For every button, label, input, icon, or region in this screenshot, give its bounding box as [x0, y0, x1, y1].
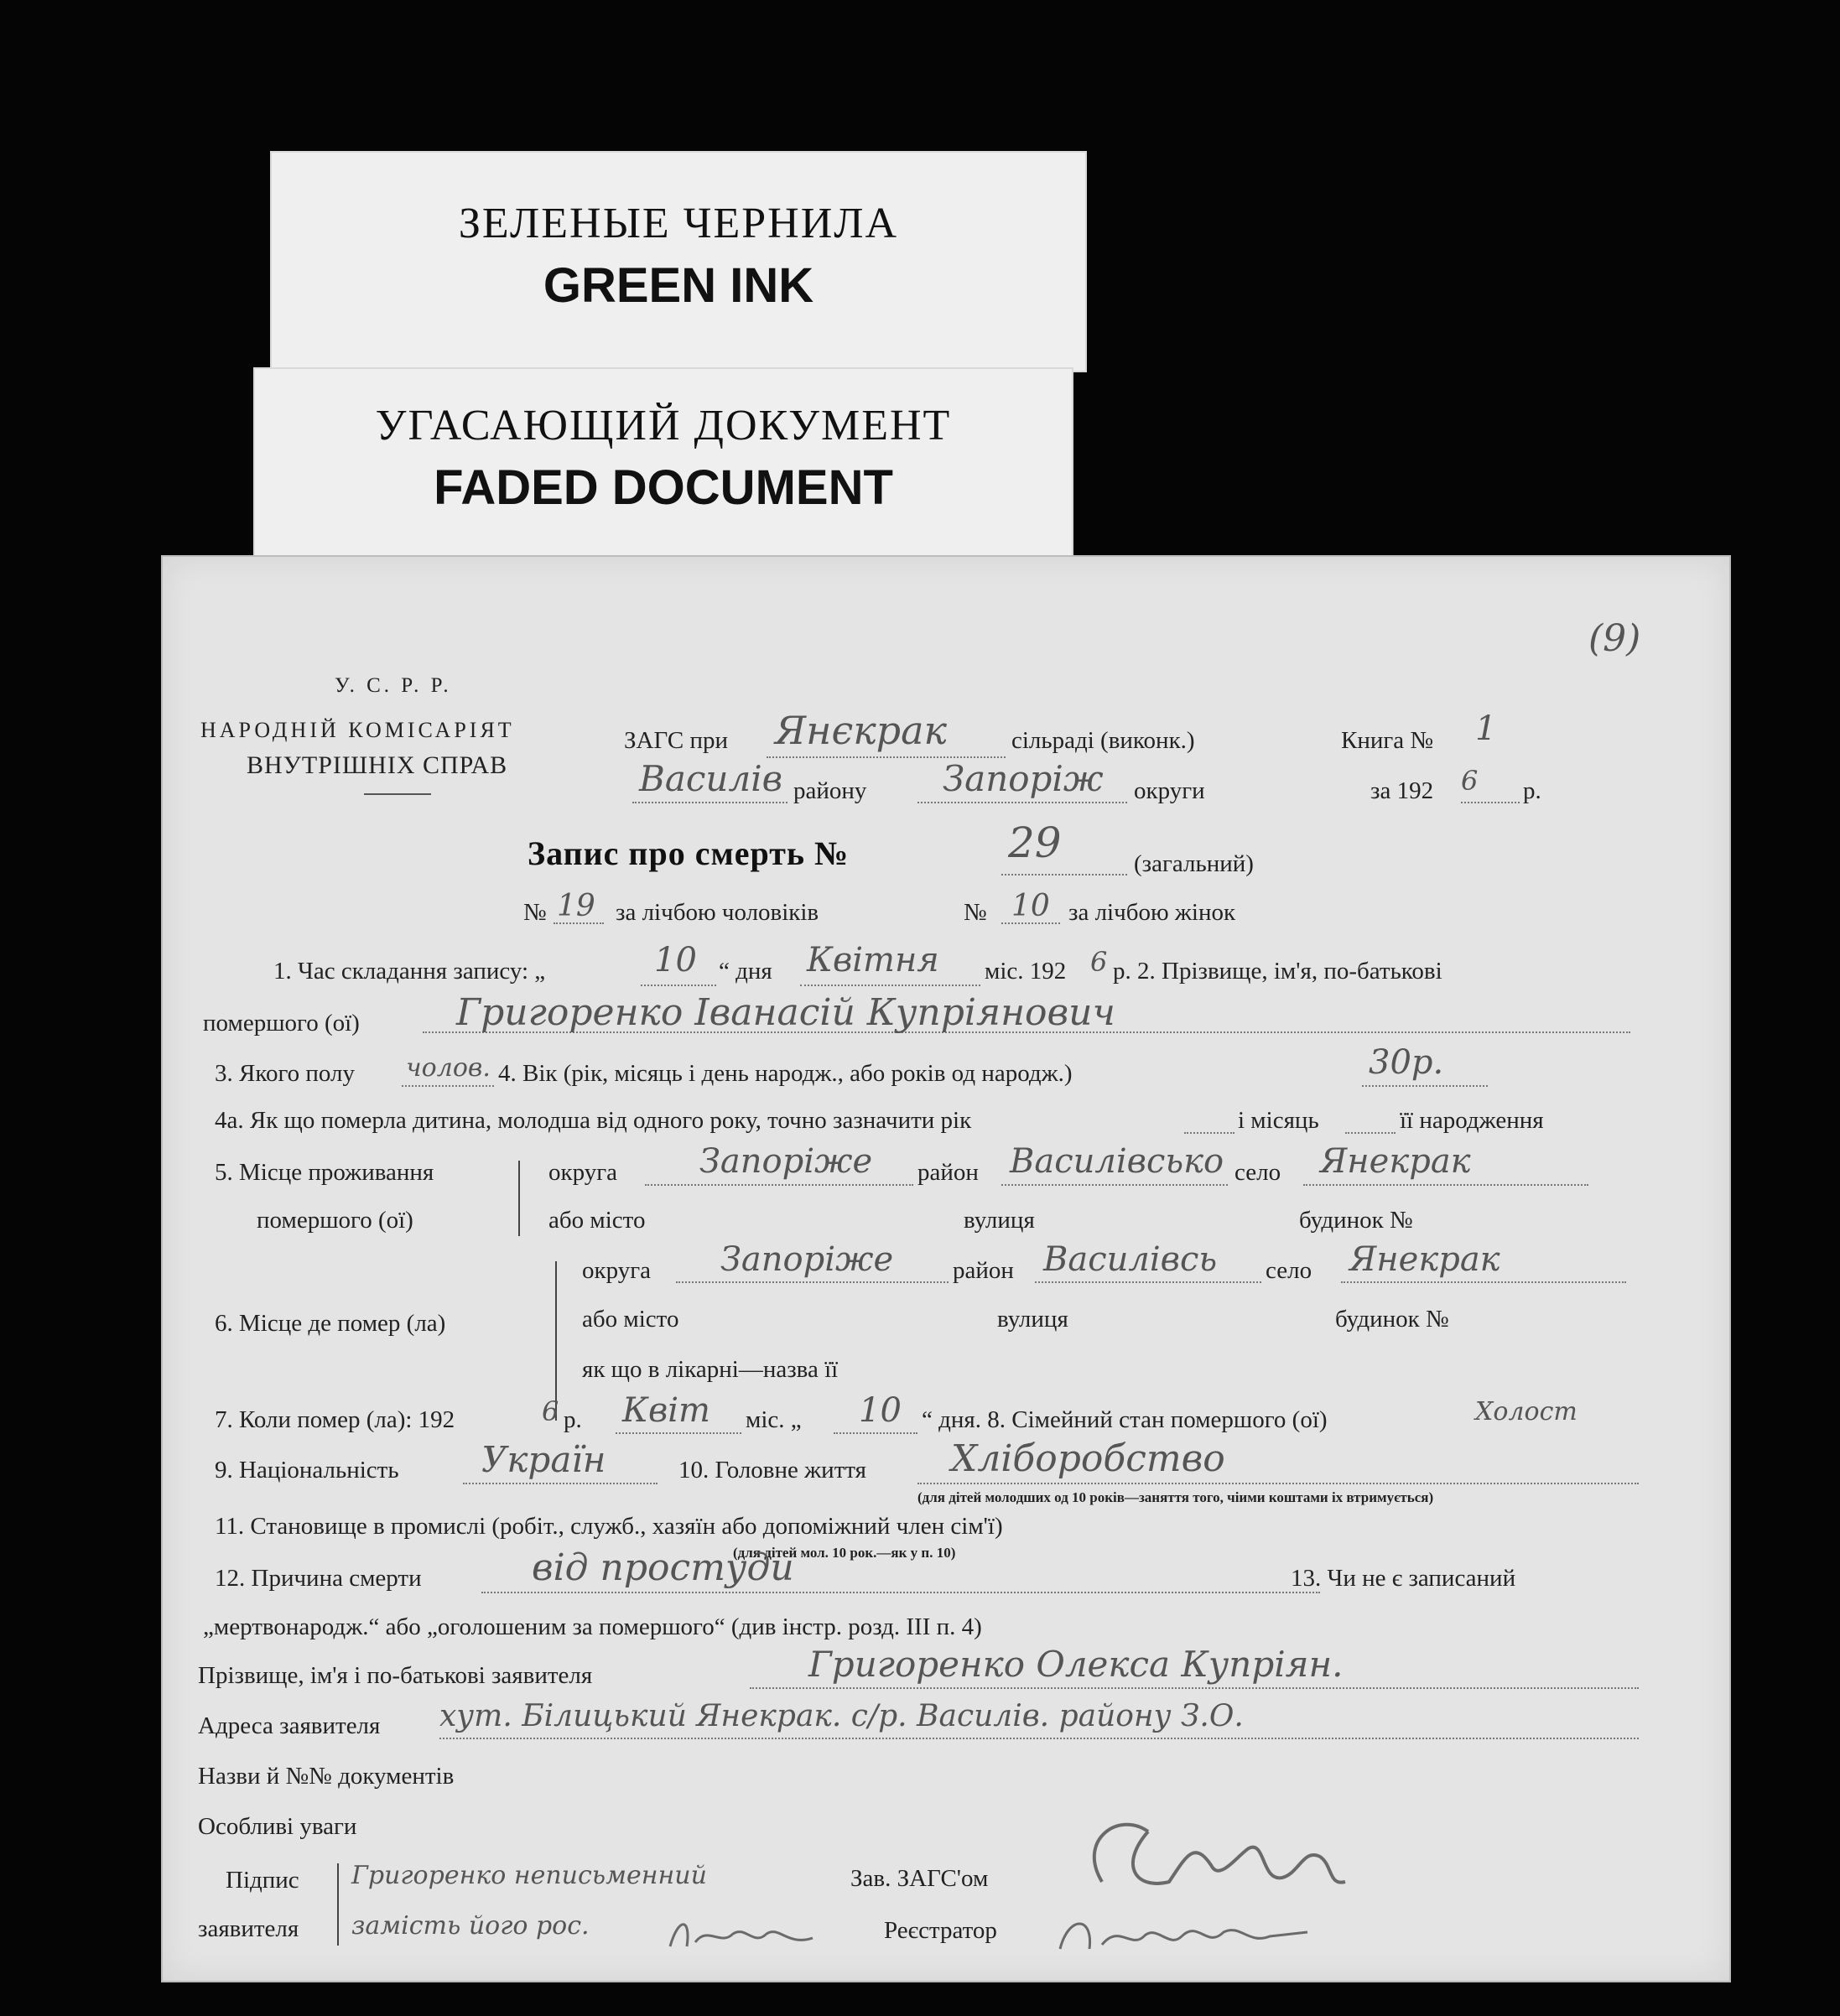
internal-affairs: ВНУТРІШНІХ СПРАВ [247, 751, 508, 779]
f7-label: 7. Коли помер (ла): 192 [215, 1406, 455, 1433]
f6-okrug-line [676, 1281, 949, 1283]
female-number-prefix: № [964, 899, 987, 926]
f1-label: 1. Час складання запису: „ [273, 958, 546, 985]
f1-after: р. 2. Прізвище, ім'я, по-батькові [1113, 958, 1442, 985]
commissariat: НАРОДНІЙ КОМІСАРІЯТ [200, 718, 515, 742]
f7-month: Квіт [622, 1391, 710, 1430]
zags-village: Янєкрак [775, 708, 948, 753]
sign-hw2: замість його рос. [351, 1911, 590, 1941]
year-suffix: р. [1523, 777, 1541, 804]
f5-house-label: будинок № [1299, 1207, 1413, 1234]
f12-line [481, 1592, 1320, 1593]
green-ink-card [270, 151, 1087, 372]
applicant-addr: хут. Білицький Янекрак. с/р. Василів. району З.О. [439, 1699, 1244, 1733]
male-number: 19 [557, 889, 595, 923]
head-signature [1068, 1806, 1354, 1907]
record-number-line [1001, 874, 1127, 876]
f5-raion-label: район [917, 1159, 979, 1186]
f13-label: 13. Чи не є записаний [1291, 1565, 1516, 1592]
record-title: Запис про смерть № [528, 834, 850, 872]
f6-selo-line [1341, 1281, 1626, 1283]
f7-year: 6 [542, 1395, 559, 1427]
f10-line [917, 1483, 1639, 1484]
f12-value: від простуди [532, 1546, 794, 1589]
f5-selo: Янекрак [1320, 1142, 1471, 1181]
female-number: 10 [1011, 889, 1050, 923]
f6-selo: Янекрак [1349, 1240, 1500, 1279]
f3-value: чолов. [406, 1053, 491, 1083]
f5-street-label: вулиця [964, 1207, 1035, 1234]
f9-line [463, 1483, 658, 1484]
district-name: Василів [639, 758, 783, 799]
f7-r: р. [564, 1406, 582, 1433]
f1-month: Квітня [807, 941, 939, 979]
f1-year: 6 [1090, 946, 1108, 978]
f7-day: 10 [859, 1391, 902, 1430]
header-underline [364, 793, 431, 795]
record-general: (загальний) [1134, 850, 1254, 877]
applicant-name-line [750, 1687, 1639, 1689]
state-name: У. С. Р. Р. [335, 674, 452, 697]
year-label: за 192 [1370, 777, 1434, 804]
f9-label: 9. Національність [215, 1457, 399, 1483]
f6-raion-label: район [953, 1257, 1014, 1284]
sign-hw1: Григоренко неписьменний [351, 1861, 707, 1890]
f9-value: Україн [481, 1439, 606, 1480]
applicant-name-label: Прізвище, ім'я і по-батькові заявителя [198, 1662, 593, 1689]
f1-day: 10 [654, 941, 697, 979]
male-count-label: за лічбою чоловіків [616, 899, 819, 926]
f6-city-label: або місто [582, 1306, 679, 1333]
f5-brace [518, 1161, 520, 1236]
f1-day-suffix: “ дня [719, 958, 772, 985]
f3-label: 3. Якого полу [215, 1060, 355, 1087]
f5-selo-line [1303, 1184, 1588, 1186]
f1-day-line [641, 985, 716, 986]
district-label: району [793, 777, 867, 804]
death-record-form [161, 555, 1731, 1982]
f4-line [1362, 1085, 1488, 1087]
f7-mid: міс. „ [746, 1406, 802, 1433]
f11-note: (для дітей мол. 10 рок.—як у п. 10) [733, 1545, 956, 1561]
applicant-name: Григоренко Олекса Купріян. [808, 1644, 1344, 1685]
corner-note: (9) [1588, 617, 1641, 660]
f6-okrug-label: округа [582, 1257, 651, 1284]
notes-label: Особливі уваги [198, 1813, 357, 1840]
f5-raion: Василівсько [1010, 1142, 1224, 1181]
sign-brace [337, 1863, 339, 1946]
f11-label: 11. Становище в промислі (робіт., служб., хазяїн або допоміжний член сім'ї) [215, 1513, 1003, 1540]
okrug-line [917, 802, 1127, 803]
f7-after: “ дня. 8. Сімейний стан помершого (ої) [922, 1406, 1328, 1433]
f3-line [402, 1085, 494, 1087]
f5-city-label: або місто [548, 1207, 646, 1234]
f6-selo-label: село [1266, 1257, 1312, 1284]
f4a-year-line [1184, 1132, 1234, 1134]
sign-label1: Підпис [226, 1867, 299, 1894]
f1-rest: міс. 192 [985, 958, 1067, 985]
sign-label2: заявителя [198, 1915, 299, 1942]
f7-day-line [834, 1432, 917, 1434]
female-number-line [1001, 922, 1060, 924]
f4a-mid: і місяць [1238, 1107, 1319, 1134]
f6-raion: Василівсь [1043, 1240, 1218, 1279]
f5-raion-line [1001, 1184, 1228, 1186]
f5-okrug: Запоріже [699, 1142, 873, 1181]
year-line [1461, 802, 1520, 803]
district-line [632, 802, 787, 803]
f2-label: помершого (ої) [203, 1010, 360, 1037]
f6-hospital-label: як що в лікарні—назва її [582, 1356, 839, 1383]
f12-label: 12. Причина смерти [215, 1565, 422, 1592]
f10-note: (для дітей молодших од 10 років—заняття того, чіими коштами іх втримується) [917, 1489, 1434, 1505]
f8-value: Холост [1475, 1397, 1578, 1426]
okrug-name: Запоріж [943, 758, 1104, 799]
f7-month-line [616, 1432, 741, 1434]
male-number-line [554, 922, 604, 924]
year-digit: 6 [1461, 765, 1479, 797]
f5-okrug-line [645, 1184, 913, 1186]
book-number: 1 [1475, 709, 1497, 748]
faded-document-en: FADED DOCUMENT [434, 460, 893, 515]
f5-label1: 5. Місце проживання [215, 1159, 434, 1186]
zags-prefix: ЗАГС при [624, 727, 728, 754]
male-number-prefix: № [523, 899, 547, 926]
green-ink-en: GREEN INK [543, 258, 814, 313]
f4a-label: 4а. Як що померла дитина, молодша від одного року, точно зазначити рік [215, 1107, 972, 1134]
f5-selo-label: село [1234, 1159, 1281, 1186]
f6-raion-line [1035, 1281, 1261, 1283]
f4a-end: її народження [1400, 1107, 1544, 1134]
f10-label: 10. Головне життя [678, 1457, 866, 1483]
council-suffix: сільраді (виконк.) [1011, 727, 1195, 754]
f5-label2: помершого (ої) [257, 1207, 413, 1234]
f4-value: 30р. [1369, 1043, 1444, 1082]
faded-document-card [253, 367, 1073, 572]
applicant-mark [662, 1909, 829, 1959]
green-ink-ru: ЗЕЛЕНЫЕ ЧЕРНИЛА [458, 200, 899, 247]
f4-label: 4. Вік (рік, місяць і день народж., або років од народж.) [498, 1060, 1073, 1087]
f10-value: Хліборобство [951, 1437, 1225, 1480]
f6-street-label: вулиця [997, 1306, 1068, 1333]
f5-okrug-label: округа [548, 1159, 617, 1186]
registrar-signature [1052, 1899, 1320, 1966]
applicant-addr-line [439, 1738, 1639, 1739]
applicant-addr-label: Адреса заявителя [198, 1712, 381, 1739]
f1-month-line [800, 985, 980, 986]
head-label: Зав. ЗАГС'ом [850, 1865, 989, 1892]
female-count-label: за лічбою жінок [1068, 899, 1236, 926]
docs-label: Назви й №№ документів [198, 1763, 455, 1790]
book-label: Книга № [1341, 727, 1434, 754]
f4a-month-line [1345, 1132, 1396, 1134]
f2-value: Григоренко Іванасій Купріянович [456, 991, 1115, 1034]
okrug-label: округи [1134, 777, 1205, 804]
f6-house-label: будинок № [1335, 1306, 1449, 1333]
registrar-label: Реєстратор [884, 1917, 997, 1944]
faded-document-ru: УГАСАЮЩИЙ ДОКУМЕНТ [375, 402, 952, 449]
record-number: 29 [1008, 818, 1062, 867]
f13-line2: „мертвонародж.“ або „оголошеним за помершого“ (див інстр. розд. III п. 4) [203, 1613, 982, 1640]
f6-okrug: Запоріже [720, 1240, 894, 1279]
f6-label: 6. Місце де помер (ла) [215, 1310, 446, 1337]
